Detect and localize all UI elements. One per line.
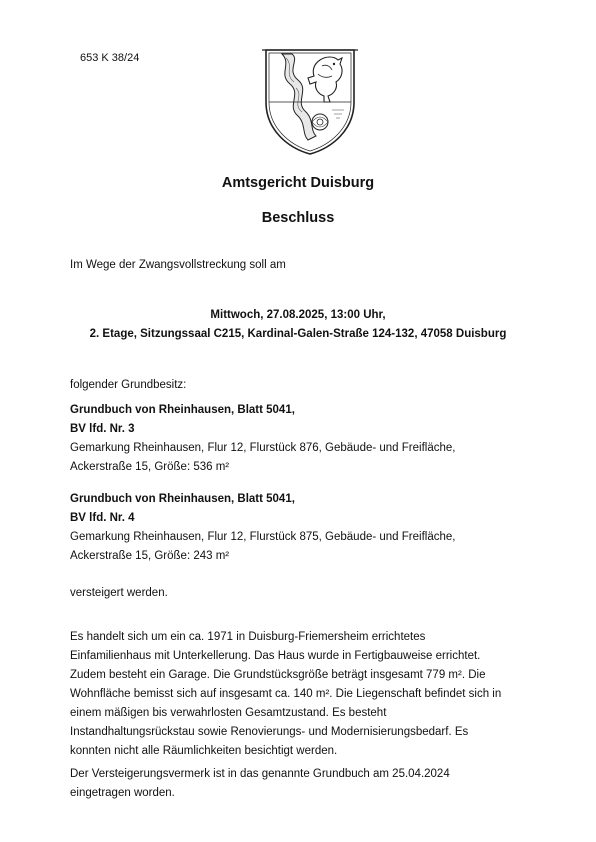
court-name: Amtsgericht Duisburg — [221, 175, 375, 191]
document-title: Beschluss — [261, 210, 335, 226]
property-description: Gemarkung Rheinhausen, Flur 12, Flurstück 876, Gebäude- und Freifläche, — [70, 442, 456, 454]
description-line: Es handelt sich um ein ca. 1971 in Duisburg-Friemersheim errichtetes — [70, 631, 426, 643]
property-block — [70, 401, 540, 477]
property-address: Ackerstraße 15, Größe: 243 m² — [70, 550, 230, 562]
property-address: Ackerstraße 15, Größe: 536 m² — [70, 461, 230, 473]
property-register: Grundbuch von Rheinhausen, Blatt 5041, — [70, 404, 295, 416]
description-line: Wohnfläche bemisst sich auf insgesamt ca. 140 m². Die Liegenschaft befindet sich in — [70, 688, 502, 700]
property-intro: folgender Grundbesitz: — [70, 379, 187, 391]
description-paragraph — [70, 628, 540, 761]
intro-text: Im Wege der Zwangsvollstreckung soll am — [70, 259, 286, 271]
description-line: einem mäßigen bis verwahrlosten Gesamtzustand. Es besteht — [70, 707, 387, 719]
coat-of-arms-nrw-icon — [258, 44, 362, 156]
outro-text: versteigert werden. — [70, 587, 168, 599]
file-number: 653 K 38/24 — [80, 52, 140, 64]
appointment-location: 2. Etage, Sitzungssaal C215, Kardinal-Galen-Straße 124-132, 47058 Duisburg — [89, 328, 507, 340]
description-line: konnten nicht alle Räumlichkeiten besichtigt werden. — [70, 745, 338, 757]
registration-line: eingetragen worden. — [70, 787, 175, 799]
property-register: Grundbuch von Rheinhausen, Blatt 5041, — [70, 493, 295, 505]
property-block — [70, 490, 540, 566]
registration-note — [70, 765, 540, 803]
description-line: Instandhaltungsrückstau sowie Renovierungs- und Modernisierungsbedarf. Es — [70, 726, 469, 738]
description-line: Zudem besteht ein Garage. Die Grundstücksgröße beträgt insgesamt 779 m². Die — [70, 669, 486, 681]
appointment-datetime: Mittwoch, 27.08.2025, 13:00 Uhr, — [210, 309, 386, 321]
property-item: BV lfd. Nr. 3 — [70, 423, 135, 435]
registration-line: Der Versteigerungsvermerk ist in das genannte Grundbuch am 25.04.2024 — [70, 768, 450, 780]
property-item: BV lfd. Nr. 4 — [70, 512, 135, 524]
description-line: Einfamilienhaus mit Unterkellerung. Das Haus wurde in Fertigbauweise errichtet. — [70, 650, 481, 662]
property-description: Gemarkung Rheinhausen, Flur 12, Flurstück 875, Gebäude- und Freifläche, — [70, 531, 456, 543]
